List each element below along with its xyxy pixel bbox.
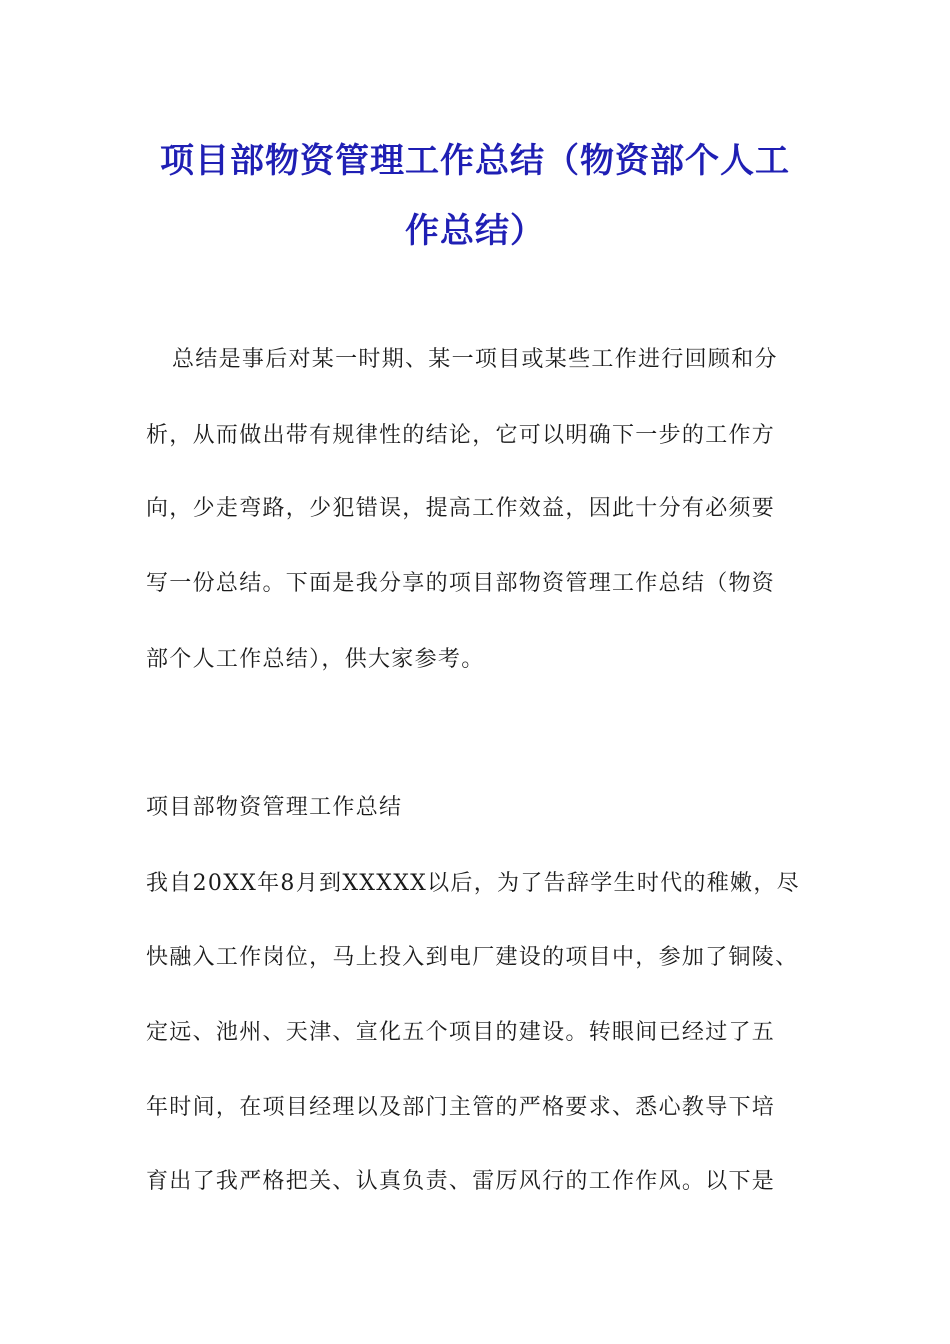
document-title-line-1: 项目部物资管理工作总结（物资部个人工	[160, 141, 790, 181]
section-heading: 项目部物资管理工作总结	[146, 795, 403, 820]
body-paragraph-line: 育出了我严格把关、认真负责、雷厉风行的工作作风。以下是	[146, 1169, 776, 1194]
intro-paragraph-line: 析，从而做出带有规律性的结论，它可以明确下一步的工作方	[146, 423, 776, 448]
body-paragraph-line: 定远、池州、天津、宣化五个项目的建设。转眼间已经过了五	[146, 1020, 776, 1045]
body-paragraph-line: 我自20XX年8月到XXXXX以后，为了告辞学生时代的稚嫩，尽	[146, 871, 800, 896]
intro-paragraph-line: 写一份总结。下面是我分享的项目部物资管理工作总结（物资	[146, 571, 776, 596]
intro-paragraph-line: 向，少走弯路，少犯错误，提高工作效益，因此十分有必须要	[146, 496, 776, 521]
body-paragraph-line: 快融入工作岗位，马上投入到电厂建设的项目中，参加了铜陵、	[146, 945, 799, 970]
intro-paragraph-line: 部个人工作总结），供大家参考。	[146, 647, 485, 672]
document-title-line-2: 作总结）	[405, 211, 545, 251]
intro-paragraph-line: 总结是事后对某一时期、某一项目或某些工作进行回顾和分	[172, 347, 778, 372]
body-paragraph-line: 年时间，在项目经理以及部门主管的严格要求、悉心教导下培	[146, 1095, 776, 1120]
